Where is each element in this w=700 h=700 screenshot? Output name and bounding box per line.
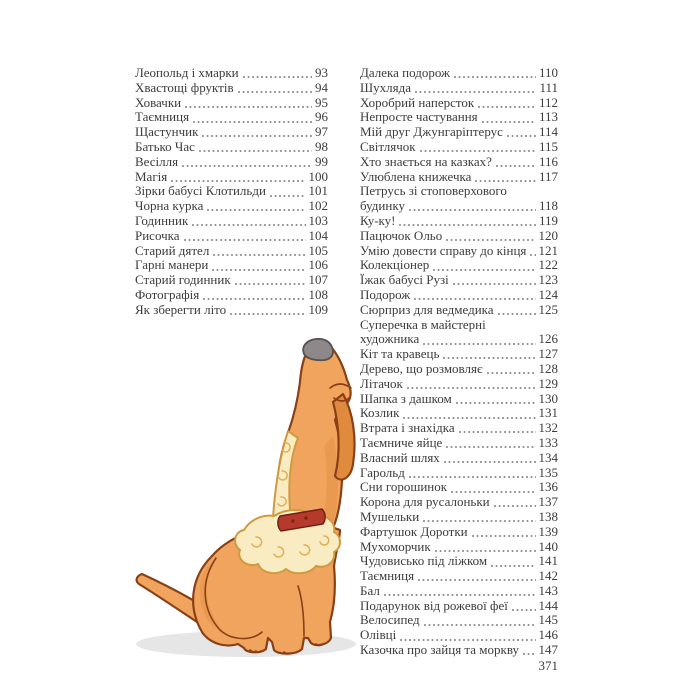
toc-entry: [360, 140, 558, 155]
toc-entry-page: 134: [538, 450, 558, 465]
toc-entry-wrap-line: [360, 318, 558, 333]
toc-entry-title: Петрусь зі стоповерхового: [360, 184, 507, 199]
toc-entry: [360, 96, 558, 111]
toc-entry: [360, 303, 558, 318]
toc-entry: [360, 244, 558, 259]
toc-entry-title: Казочка про зайця та моркву: [360, 643, 520, 658]
toc-entry-page: 133: [538, 435, 558, 450]
toc-entry-page: 129: [538, 376, 558, 391]
toc-entry-title: Непросте частування: [360, 110, 478, 125]
dot-leader: [478, 106, 536, 108]
toc-entry-page: 137: [538, 495, 558, 510]
toc-entry-title: Втрата і знахідка: [360, 421, 455, 436]
dot-leader: [409, 209, 536, 211]
dot-leader: [171, 180, 305, 182]
toc-entry-title: Чорна курка: [135, 199, 204, 214]
dot-leader: [403, 417, 535, 419]
toc-entry-page: 146: [538, 628, 558, 643]
toc-entry-page: 101: [308, 184, 328, 199]
toc-entry: [135, 125, 328, 140]
toc-entry-page: 108: [308, 287, 328, 302]
toc-entry-title: Зірки бабусі Клотильди: [135, 184, 266, 199]
toc-entry-wrap-line: [360, 184, 558, 199]
toc-entry-title: Леопольд і хмарки: [135, 66, 239, 80]
dot-leader: [423, 520, 535, 522]
toc-entry-page: 114: [538, 125, 558, 140]
toc-entry-page: 144: [538, 598, 558, 613]
toc-entry-page: 117: [538, 169, 558, 184]
toc-entry-page: 125: [538, 302, 558, 317]
toc-entry-title: Суперечка в майстерні: [360, 317, 486, 332]
dot-leader: [453, 283, 536, 285]
toc-entry: [360, 110, 558, 125]
toc-entry-page: 132: [538, 421, 558, 436]
toc-entry-title: Хвастощі фруктів: [135, 80, 234, 95]
toc-entry-page: 124: [538, 287, 558, 302]
toc-entry: [135, 273, 328, 288]
dot-leader: [423, 343, 535, 345]
dot-leader: [424, 624, 536, 626]
toc-entry: [360, 258, 558, 273]
dot-leader: [487, 372, 536, 374]
toc-entry-title: Старий дятел: [135, 243, 210, 258]
dot-leader: [494, 505, 536, 507]
toc-entry-page: 94: [315, 80, 328, 95]
toc-entry: [135, 66, 328, 81]
toc-entry-page: 102: [308, 199, 328, 214]
toc-entry-title: Хоробрий наперсток: [360, 95, 475, 110]
toc-entry-title: Весілля: [135, 154, 179, 169]
toc-entry-page: 116: [538, 154, 558, 169]
toc-entry-page: 105: [308, 243, 328, 258]
toc-entry-title: художника: [360, 332, 420, 347]
toc-entry-page: 110: [538, 66, 558, 80]
toc-entry-page: 123: [538, 273, 558, 288]
dot-leader: [400, 639, 535, 641]
dot-leader: [446, 446, 535, 448]
dog-illustration: [128, 338, 390, 660]
toc-entry: [360, 155, 558, 170]
dog-nose: [303, 339, 333, 360]
toc-entry-page: 113: [538, 110, 558, 125]
toc-entry: [360, 170, 558, 185]
dot-leader: [213, 254, 305, 256]
dot-leader: [472, 535, 536, 537]
dot-leader: [496, 165, 536, 167]
toc-entry-title: Власний шлях: [360, 450, 440, 465]
dot-leader: [184, 239, 306, 241]
dot-leader: [182, 165, 312, 167]
dot-leader: [414, 298, 535, 300]
toc-entry-title: Їжак бабусі Рузі: [360, 273, 449, 288]
dot-leader: [243, 76, 312, 78]
toc-entry-title: Шухляда: [360, 80, 411, 95]
dot-leader: [192, 224, 305, 226]
toc-entry-title: Улюблена книжечка: [360, 169, 472, 184]
toc-entry-title: Магія: [135, 169, 168, 184]
toc-entry-page: 95: [315, 95, 328, 110]
toc-entry-title: Як зберегти літо: [135, 302, 227, 317]
toc-entry: [360, 288, 558, 303]
toc-entry-title: Кіт та кравець: [360, 347, 440, 362]
toc-entry-title: Ховачки: [135, 95, 182, 110]
dot-leader: [454, 76, 536, 78]
toc-entry-title: Мій друг Джунгаріптерус: [360, 125, 503, 140]
dot-leader: [433, 269, 535, 271]
toc-entry: [360, 125, 558, 140]
toc-entry: [360, 199, 558, 214]
toc-entry: [135, 303, 328, 318]
toc-entry: [135, 140, 328, 155]
toc-entry-title: Мушельки: [360, 509, 420, 524]
dot-leader: [435, 550, 536, 552]
toc-entry-page: 141: [538, 554, 558, 569]
toc-entry-page: 128: [538, 361, 558, 376]
dot-leader: [444, 461, 536, 463]
toc-entry-title: Бал: [360, 583, 380, 598]
dot-leader: [212, 269, 305, 271]
toc-entry-title: Велосипед: [360, 613, 420, 628]
dot-leader: [399, 224, 535, 226]
toc-entry-title: Колекціонер: [360, 258, 430, 273]
dot-leader: [238, 91, 312, 93]
toc-entry-title: Хто знається на казках?: [360, 154, 492, 169]
toc-entry-title: Гарні манери: [135, 258, 209, 273]
toc-entry-page: 100: [308, 169, 328, 184]
toc-entry-page: 135: [538, 465, 558, 480]
toc-entry: [135, 155, 328, 170]
dot-leader: [530, 254, 535, 256]
dot-leader: [512, 609, 536, 611]
toc-entry-page: 127: [538, 347, 558, 362]
dot-leader: [482, 121, 536, 123]
toc-entry-title: Годинник: [135, 213, 189, 228]
toc-entry-title: Ку-ку!: [360, 213, 396, 228]
toc-entry-page: 104: [308, 228, 328, 243]
dot-leader: [185, 106, 312, 108]
toc-entry-page: 130: [538, 391, 558, 406]
toc-entry-page: 106: [308, 258, 328, 273]
toc-entry-title: Чудовисько під ліжком: [360, 554, 488, 569]
toc-entry-page: 142: [538, 569, 558, 584]
toc-entry-title: Літачок: [360, 376, 403, 391]
page-number: 371: [538, 658, 558, 673]
toc-entry-page: 145: [538, 613, 558, 628]
toc-entry-title: Сни горошинок: [360, 480, 448, 495]
toc-entry: [360, 273, 558, 288]
toc-entry-page: 98: [315, 139, 328, 154]
dot-leader: [451, 491, 535, 493]
toc-entry-title: Старий годинник: [135, 273, 231, 288]
toc-entry-page: 93: [315, 66, 328, 80]
toc-entry-title: Дерево, що розмовляє: [360, 361, 483, 376]
toc-entry: [360, 81, 558, 96]
toc-entry: [360, 229, 558, 244]
toc-entry: [135, 96, 328, 111]
toc-entry-title: Корона для русалоньки: [360, 495, 490, 510]
toc-entry-page: 120: [538, 228, 558, 243]
toc-entry: [135, 199, 328, 214]
toc-entry-title: будинку: [360, 199, 405, 214]
dot-leader: [203, 298, 305, 300]
dot-leader: [491, 565, 535, 567]
dog-collar-stud: [304, 516, 307, 519]
toc-entry: [135, 258, 328, 273]
toc-entry: [135, 170, 328, 185]
toc-entry-title: Фартушок Доротки: [360, 524, 468, 539]
dot-leader: [498, 313, 536, 315]
toc-entry-title: Таємниче яйце: [360, 435, 443, 450]
dot-leader: [420, 150, 536, 152]
toc-entry-title: Шапка з дашком: [360, 391, 452, 406]
toc-entry-page: 119: [538, 213, 558, 228]
toc-entry-page: 96: [315, 110, 328, 125]
dot-leader: [407, 387, 536, 389]
toc-entry-title: Козлик: [360, 406, 400, 421]
dot-leader: [418, 579, 535, 581]
toc-entry-title: Рисочка: [135, 228, 180, 243]
toc-entry-title: Фотографія: [135, 287, 200, 302]
toc-entry-page: 107: [308, 273, 328, 288]
toc-entry-page: 109: [308, 302, 328, 317]
dot-leader: [415, 91, 536, 93]
dot-leader: [202, 135, 312, 137]
toc-column-left: [135, 66, 328, 318]
dot-leader: [230, 313, 305, 315]
toc-entry-title: Олівці: [360, 628, 397, 643]
toc-entry-page: 111: [539, 80, 558, 95]
dot-leader: [456, 402, 536, 404]
dot-leader: [475, 180, 536, 182]
dot-leader: [446, 239, 535, 241]
toc-entry-page: 122: [538, 258, 558, 273]
dot-leader: [507, 135, 536, 137]
dot-leader: [443, 357, 535, 359]
toc-entry-title: Батько Час: [135, 139, 195, 154]
dog-collar-stud: [291, 519, 294, 522]
toc-entry: [135, 110, 328, 125]
toc-entry-page: 97: [315, 125, 328, 140]
toc-entry: [360, 66, 558, 81]
dot-leader: [523, 653, 535, 655]
toc-entry: [135, 229, 328, 244]
toc-entry-title: Подорож: [360, 287, 411, 302]
toc-entry-page: 118: [538, 199, 558, 214]
toc-entry-title: Таємниця: [360, 569, 415, 584]
toc-entry-title: Пацючок Ольо: [360, 228, 443, 243]
toc-entry-page: 126: [538, 332, 558, 347]
toc-entry-page: 99: [315, 154, 328, 169]
toc-entry-page: 131: [538, 406, 558, 421]
toc-entry-page: 112: [538, 95, 558, 110]
dot-leader: [409, 476, 536, 478]
toc-entry-page: 143: [538, 583, 558, 598]
toc-entry-title: Далека подорож: [360, 66, 451, 80]
toc-entry: [135, 244, 328, 259]
toc-entry: [360, 214, 558, 229]
toc-entry-page: 138: [538, 509, 558, 524]
toc-entry-page: 140: [538, 539, 558, 554]
dot-leader: [199, 150, 312, 152]
toc-entry-title: Таємниця: [135, 110, 190, 125]
dot-leader: [384, 594, 536, 596]
toc-entry-page: 136: [538, 480, 558, 495]
dot-leader: [193, 121, 312, 123]
toc-entry-title: Подарунок від рожевої феї: [360, 598, 508, 613]
toc-entry-title: Щастунчик: [135, 125, 199, 140]
toc-entry-page: 121: [538, 243, 558, 258]
dot-leader: [270, 195, 306, 197]
toc-entry-page: 139: [538, 524, 558, 539]
toc-entry: [135, 288, 328, 303]
toc-entry-title: Гарольд: [360, 465, 405, 480]
toc-entry-title: Сюрприз для ведмедика: [360, 302, 494, 317]
toc-entry: [135, 214, 328, 229]
toc-entry-title: Умію довести справу до кінця: [360, 243, 527, 258]
toc-entry-title: Мухоморчик: [360, 539, 431, 554]
dot-leader: [235, 283, 306, 285]
toc-entry: [135, 184, 328, 199]
toc-entry-page: 115: [538, 139, 558, 154]
toc-entry-title: Світлячок: [360, 139, 416, 154]
dot-leader: [207, 209, 305, 211]
dot-leader: [459, 431, 536, 433]
toc-entry: [135, 81, 328, 96]
toc-entry-page: 103: [308, 213, 328, 228]
toc-entry-page: 147: [538, 643, 558, 658]
